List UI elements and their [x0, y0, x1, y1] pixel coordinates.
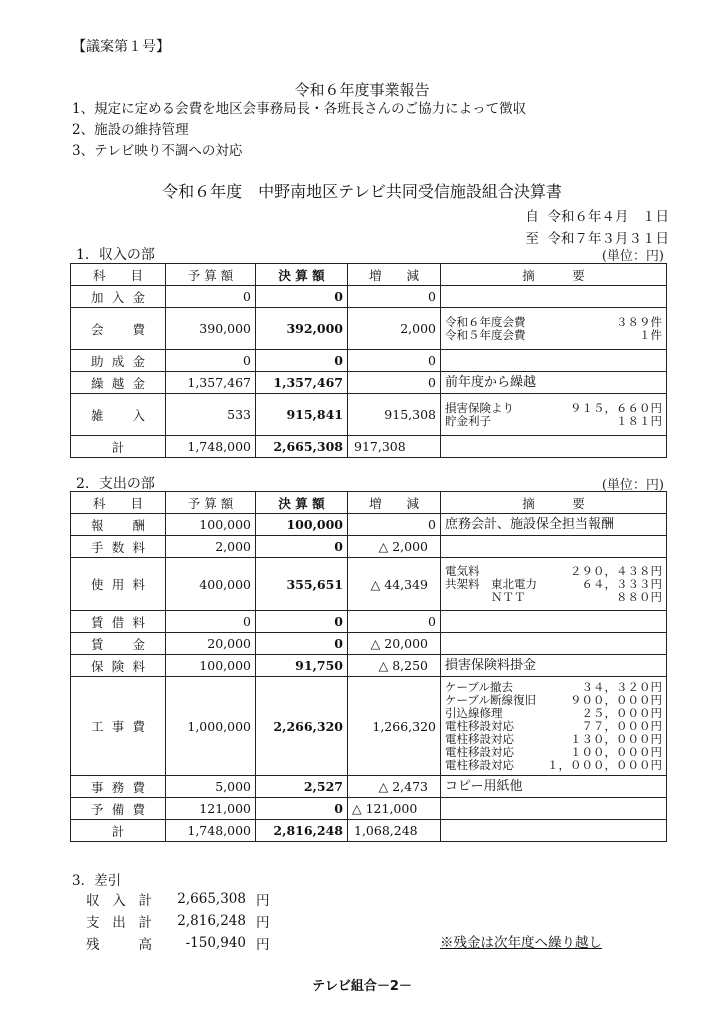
note-value: １００，０００円 [570, 744, 662, 759]
note-value: １件 [639, 327, 662, 342]
note-line [445, 591, 662, 604]
col-actual: 決 算 額 [256, 492, 348, 514]
total-actual: 2,816,248 [256, 820, 348, 842]
expense-row [71, 558, 667, 611]
note-line [445, 565, 662, 578]
income-row [71, 394, 667, 436]
row-item [71, 611, 166, 633]
row-item-label: 使 用 料 [91, 577, 145, 592]
note-label: 前年度から繰越 [445, 375, 537, 390]
note-line [445, 720, 662, 733]
row-budget: 400,000 [166, 558, 256, 611]
note-line [445, 733, 662, 746]
row-item-label: 事 務 費 [91, 779, 145, 795]
row-item [71, 286, 166, 308]
row-item-label: 助 成 金 [91, 353, 145, 369]
col-notes: 摘 要 [441, 492, 667, 514]
balance-label: 支 出 計 [86, 915, 152, 931]
row-item-label: 報 酬 [91, 517, 145, 533]
note-value: ８８０円 [616, 589, 662, 604]
row-budget: 533 [166, 394, 256, 436]
expense-total-row [71, 820, 667, 842]
row-item-label: 工 事 費 [91, 719, 145, 734]
expense-table [70, 491, 667, 842]
report-item: 2、施設の維持管理 [72, 122, 189, 138]
note-value: １３０，０００円 [570, 731, 662, 746]
expense-row [71, 633, 667, 655]
balance-value: 2,816,248 [177, 913, 246, 929]
total-notes [441, 820, 667, 842]
row-item [71, 633, 166, 655]
row-item [71, 514, 166, 536]
row-item-label: 予 備 費 [91, 801, 145, 817]
expense-unit: (単位：円) [601, 478, 664, 493]
row-diff: 1,266,320 [348, 677, 441, 776]
row-budget: 0 [166, 611, 256, 633]
note-value: ９１５，６６０円 [570, 400, 662, 415]
note-label: 令和５年度会費 [445, 327, 526, 342]
note-line [445, 746, 662, 759]
total-diff: 1,068,248 [348, 820, 441, 842]
carry-over-note: ※残金は次年度へ繰り越し [440, 935, 602, 951]
total-label: 計 [71, 436, 166, 458]
note-line [445, 659, 662, 672]
row-actual: 100,000 [256, 514, 348, 536]
balance-row [86, 888, 270, 910]
row-budget: 100,000 [166, 514, 256, 536]
row-budget: 2,000 [166, 536, 256, 558]
row-item [71, 798, 166, 820]
row-item-label: 賃 金 [91, 636, 145, 652]
balance-heading: 3．差引 [72, 873, 122, 889]
income-row [71, 372, 667, 394]
row-notes [441, 394, 667, 436]
row-notes [441, 776, 667, 798]
row-notes [441, 798, 667, 820]
note-label: ＮＴＴ [445, 589, 526, 604]
row-diff: △ 2,000 [348, 536, 441, 558]
period-to-label: 至 [525, 231, 539, 247]
balance-table [86, 888, 270, 954]
row-notes [441, 536, 667, 558]
row-actual: 0 [256, 350, 348, 372]
row-notes [441, 677, 667, 776]
col-item: 科 目 [71, 492, 166, 514]
row-item-label: 繰 越 金 [91, 375, 145, 391]
note-label: 電柱移設対応 [445, 757, 514, 772]
note-label: 引込線修理 [445, 705, 503, 720]
row-actual: 355,651 [256, 558, 348, 611]
note-value: １８１円 [616, 413, 662, 428]
balance-label: 残 高 [86, 937, 152, 953]
row-item-label: 会 費 [91, 321, 145, 337]
expense-row [71, 798, 667, 820]
income-total-row [71, 436, 667, 458]
row-actual: 2,266,320 [256, 677, 348, 776]
row-budget: 100,000 [166, 655, 256, 677]
agenda-label: 【議案第１号】 [72, 39, 170, 55]
note-value: ２９０，４３８円 [570, 563, 662, 578]
col-budget: 予 算 額 [166, 492, 256, 514]
note-line [445, 694, 662, 707]
settlement-title: 令和６年度 中野南地区テレビ共同受信施設組合決算書 [162, 182, 562, 201]
note-label: 貯金利子 [445, 413, 491, 428]
note-label: 損害保険より [445, 400, 514, 415]
report-item: 1、規定に定める会費を地区会事務局長・各班長さんのご協力によって徴収 [72, 101, 527, 117]
income-row [71, 350, 667, 372]
total-budget: 1,748,000 [166, 436, 256, 458]
note-value: ３８９件 [616, 314, 662, 329]
row-diff: △ 2,473 [348, 776, 441, 798]
row-actual: 0 [256, 633, 348, 655]
row-actual: 0 [256, 286, 348, 308]
row-notes [441, 655, 667, 677]
row-budget: 0 [166, 350, 256, 372]
row-item-label: 保 険 料 [91, 658, 145, 674]
note-value: １，０００，０００円 [547, 757, 662, 772]
row-budget: 121,000 [166, 798, 256, 820]
row-item [71, 350, 166, 372]
row-diff: 0 [348, 350, 441, 372]
col-diff: 増 減 [348, 492, 441, 514]
row-notes [441, 514, 667, 536]
expense-heading: 2．支出の部 [76, 476, 155, 492]
note-label: ケーブル撤去 [445, 679, 513, 694]
row-diff: △ 8,250 [348, 655, 441, 677]
row-actual: 2,527 [256, 776, 348, 798]
row-item-label: 賃 借 料 [91, 614, 145, 630]
income-row [71, 308, 667, 350]
row-item [71, 677, 166, 776]
note-label: 電気料 [445, 563, 480, 578]
note-label: 庶務会計、施設保全担当報酬 [445, 517, 615, 532]
report-items [72, 99, 526, 162]
note-line [445, 518, 662, 531]
expense-row [71, 655, 667, 677]
note-label: ケーブル断線復旧 [445, 692, 536, 707]
col-diff: 増 減 [348, 264, 441, 286]
period-to: 令和７年３月３１日 [547, 231, 669, 247]
balance-value: 2,665,308 [177, 891, 246, 907]
balance-row [86, 910, 270, 932]
row-notes [441, 633, 667, 655]
row-diff: △ 20,000 [348, 633, 441, 655]
note-line [445, 759, 662, 772]
note-line [445, 402, 662, 415]
total-notes [441, 436, 667, 458]
row-item [71, 372, 166, 394]
row-notes [441, 611, 667, 633]
row-actual: 392,000 [256, 308, 348, 350]
note-line [445, 329, 662, 342]
row-diff: 0 [348, 372, 441, 394]
period-from-label: 自 [525, 209, 539, 225]
page-footer: テレビ組合－2－ [312, 979, 412, 994]
income-row [71, 286, 667, 308]
balance-value: -150,940 [185, 935, 246, 951]
balance-unit: 円 [256, 937, 270, 953]
row-diff: 0 [348, 514, 441, 536]
note-line [445, 415, 662, 428]
expense-row [71, 536, 667, 558]
row-actual: 0 [256, 611, 348, 633]
row-budget: 1,000,000 [166, 677, 256, 776]
row-budget: 390,000 [166, 308, 256, 350]
note-line [445, 780, 662, 793]
note-value: ２５，０００円 [581, 705, 662, 720]
expense-header-row [71, 492, 667, 514]
col-notes: 摘 要 [441, 264, 667, 286]
income-header-row [71, 264, 667, 286]
row-budget: 1,357,467 [166, 372, 256, 394]
row-notes [441, 558, 667, 611]
row-actual: 0 [256, 536, 348, 558]
note-value: ３４，３２０円 [581, 679, 662, 694]
col-item: 科 目 [71, 264, 166, 286]
row-actual: 91,750 [256, 655, 348, 677]
row-budget: 0 [166, 286, 256, 308]
row-item [71, 655, 166, 677]
note-label: 令和６年度会費 [445, 314, 526, 329]
note-label: 電柱移設対応 [445, 731, 514, 746]
note-line [445, 316, 662, 329]
row-actual: 915,841 [256, 394, 348, 436]
note-value: ６４，３３３円 [581, 576, 662, 591]
expense-row [71, 611, 667, 633]
note-label: 共架料 東北電力 [445, 576, 537, 591]
row-actual: 1,357,467 [256, 372, 348, 394]
row-item [71, 308, 166, 350]
note-line [445, 681, 662, 694]
note-line [445, 707, 662, 720]
expense-row [71, 514, 667, 536]
row-diff: 0 [348, 286, 441, 308]
row-diff: 2,000 [348, 308, 441, 350]
income-table [70, 263, 667, 458]
row-budget: 20,000 [166, 633, 256, 655]
note-label: 電柱移設対応 [445, 744, 514, 759]
row-item [71, 394, 166, 436]
balance-label: 収 入 計 [86, 893, 152, 909]
row-diff: 915,308 [348, 394, 441, 436]
expense-row [71, 677, 667, 776]
note-value: ９００，０００円 [570, 692, 662, 707]
total-budget: 1,748,000 [166, 820, 256, 842]
balance-row [86, 932, 270, 954]
total-diff: 917,308 [348, 436, 441, 458]
note-line [445, 376, 662, 389]
row-diff: △ 44,349 [348, 558, 441, 611]
row-notes [441, 350, 667, 372]
note-value: ７７，０００円 [581, 718, 662, 733]
period-from: 令和６年４月 １日 [547, 209, 669, 225]
total-actual: 2,665,308 [256, 436, 348, 458]
note-line [445, 578, 662, 591]
col-budget: 予 算 額 [166, 264, 256, 286]
row-item-label: 手 数 料 [91, 539, 145, 555]
note-label: 電柱移設対応 [445, 718, 514, 733]
row-budget: 5,000 [166, 776, 256, 798]
row-diff: 0 [348, 611, 441, 633]
total-label: 計 [71, 820, 166, 842]
row-actual: 0 [256, 798, 348, 820]
income-heading: 1．収入の部 [76, 247, 155, 263]
report-item: 3、テレビ映り不調への対応 [72, 143, 243, 159]
row-item-label: 加 入 金 [91, 289, 145, 305]
row-item [71, 558, 166, 611]
row-notes [441, 286, 667, 308]
note-label: コピー用紙他 [445, 779, 523, 794]
settlement-period [525, 206, 669, 250]
row-notes [441, 372, 667, 394]
row-diff: △ 121,000 [348, 798, 441, 820]
expense-row [71, 776, 667, 798]
note-label: 損害保険料掛金 [445, 658, 537, 673]
balance-unit: 円 [256, 915, 270, 931]
income-unit: (単位：円) [601, 249, 664, 264]
row-item [71, 776, 166, 798]
row-notes [441, 308, 667, 350]
col-actual: 決 算 額 [256, 264, 348, 286]
balance-unit: 円 [256, 893, 270, 909]
row-item [71, 536, 166, 558]
report-title: 令和６年度事業報告 [294, 81, 430, 99]
row-item-label: 雑 入 [91, 407, 145, 423]
